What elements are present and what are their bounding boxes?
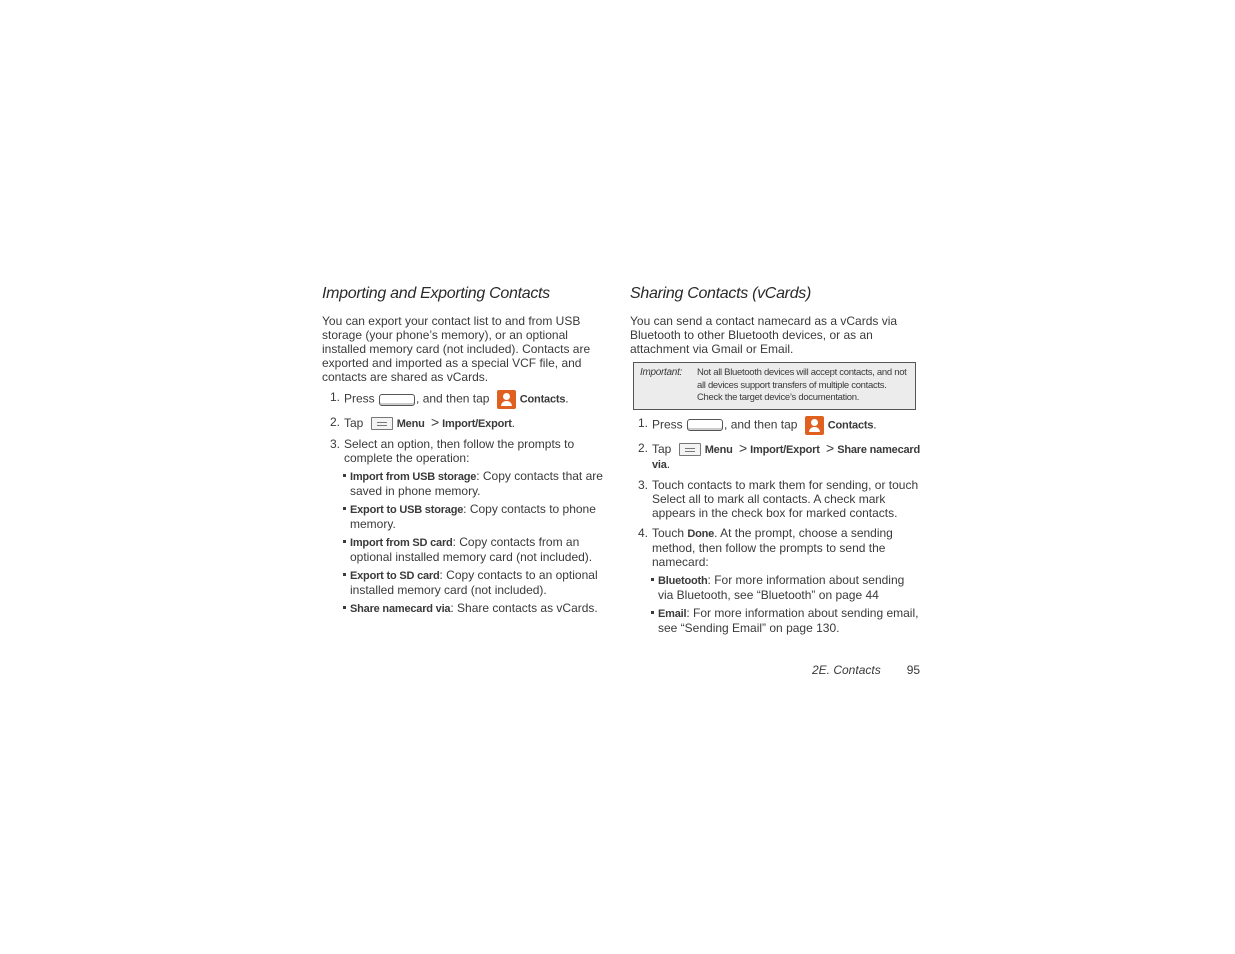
step-2: 2. Tap Menu > Import/Export. — [330, 414, 516, 430]
important-note — [633, 362, 916, 410]
list-item: Export to USB storage: Copy contacts to phone memory. — [344, 502, 612, 531]
chevron-right-icon: > — [826, 439, 835, 456]
step-4: 4. Touch Done. At the prompt, choose a sending method, then follow the prompts to send the namecard: Bluetooth: For more information about sending via Bluetooth, see “Bluetooth” on page 44 Email: For more information about sending email, see “Sending Email” on page 130. — [638, 525, 919, 635]
section-title-import-export: Importing and Exporting Contacts — [322, 285, 550, 302]
intro-paragraph: You can export your contact list to and from USB storage (your phone’s memory), or an optional installed memory card (not included). Contacts are exported and imported as a special VCF file, and contacts are shared as vCards. — [322, 314, 591, 384]
menu-key-icon — [371, 417, 393, 430]
page-footer — [812, 663, 920, 677]
home-key-icon — [379, 394, 415, 406]
list-item: Bluetooth: For more information about sending via Bluetooth, see “Bluetooth” on page 44 — [652, 573, 920, 602]
step-3: 3. Select an option, then follow the prompts to complete the operation: Import from USB storage: Copy contacts that are saved in phone memory. Export to USB storage: Copy contacts to phone memory. Import from SD card: Copy contacts from an optional installed memory card (not included). Export to SD card: Copy contacts to an optional installed memory card (not included). Share namecard via: Share contacts as vCards. — [322, 437, 612, 616]
home-key-icon — [687, 419, 723, 431]
footer-section: 2E. Contacts — [812, 663, 881, 677]
menu-key-icon — [679, 443, 701, 456]
contacts-app-icon — [805, 416, 824, 435]
right-column — [630, 284, 920, 641]
left-column — [322, 284, 612, 622]
section-title-sharing: Sharing Contacts (vCards) — [630, 285, 812, 302]
steps-list — [322, 390, 612, 616]
step-2: 2. Tap Menu > Import/Export > Share namecard via. — [638, 439, 921, 471]
list-item: Share namecard via: Share contacts as vCards. — [344, 601, 612, 616]
important-text: Not all Bluetooth devices will accept contacts, and not all devices support transfers of multiple contacts. Check the target device’s documentation. — [697, 367, 907, 403]
list-item: Export to SD card: Copy contacts to an optional installed memory card (not included). — [344, 568, 612, 597]
important-label: Important: — [640, 367, 683, 378]
chevron-right-icon: > — [738, 439, 748, 456]
list-item: Email: For more information about sending email, see “Sending Email” on page 130. — [652, 606, 920, 635]
intro-paragraph: You can send a contact namecard as a vCards via Bluetooth to other Bluetooth devices, or as an attachment via Gmail or Email. — [630, 314, 898, 356]
step-1: 1. Press , and then tap Contacts. — [630, 416, 920, 435]
list-item: Import from SD card: Copy contacts from an optional installed memory card (not included). — [344, 535, 612, 564]
step-1: 1. Press , and then tap Contacts. — [322, 390, 612, 409]
option-bullets — [344, 469, 612, 616]
step-3: 3. Touch contacts to mark them for sending, or touch Select all to mark all contacts. A check mark appears in the check box for marked contacts. — [638, 477, 919, 520]
steps-list — [630, 416, 920, 635]
method-bullets — [652, 573, 920, 635]
chevron-right-icon: > — [430, 414, 440, 430]
page-number: 95 — [906, 663, 921, 677]
list-item: Import from USB storage: Copy contacts that are saved in phone memory. — [344, 469, 612, 498]
contacts-app-icon — [497, 390, 516, 409]
